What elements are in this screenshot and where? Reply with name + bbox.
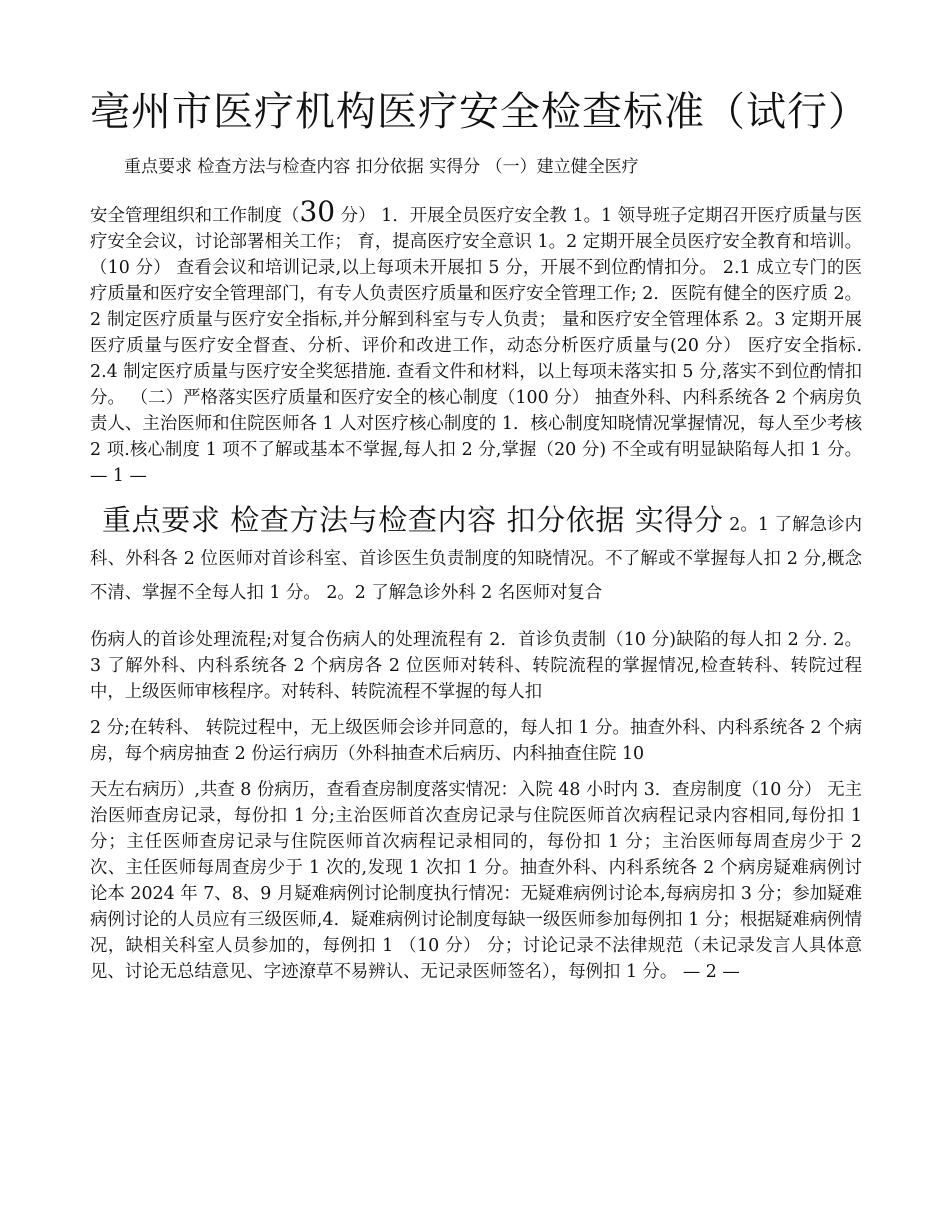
table-header-row-2: 重点要求 检查方法与检查内容 扣分依据 实得分 [102, 503, 724, 537]
section-1-body: 分） 1．开展全员医疗安全教 1。1 领导班子定期召开医疗质量与医疗安全会议，讨论部署相关工作； 育，提高医疗安全意识 1。2 定期开展全员医疗安全教育和培训。（10 分） 查看会议和培训记录,以上每项未开展扣 5 分，开展不到位酌情扣分。 2.1 成立专门的医疗质量和医疗安全管理部门，有专人负责医疗质量和医疗安全管理工作; 2．医院有健全的医疗质 2。2 制定医疗质量与医疗安全指标,并分解到科室与专人负责； 量和医疗安全管理体系 2。3 定期开展医疗质量与医疗安全督查、分析、评价和改进工作，动态分析医疗质量与(20 分） 医疗安全指标. 2.4 制定医疗质量与医疗安全奖惩措施. 查看文件和材料，以上每项未落实扣 5 分,落实不到位酌情扣分。 （二）严格落实医疗质量和医疗安全的核心制度（100 分） 抽查外科、内科系统各 2 个病房负责人、主治医师和住院医师各 1 人对医疗核心制度的 1．核心制度知晓情况掌握情况，每人至少考核 2 项.核心制度 1 项不了解或基本不掌握,每人扣 2 分,掌握（20 分) 不全或有明显缺陷每人扣 1 分。 — 1 — [90, 206, 862, 486]
title-text: 亳州市医疗机构医疗安全检查标准（试行） [90, 89, 869, 135]
document-body [90, 86, 869, 985]
page-2-paragraph-4: 天左右病历）,共查 8 份病历，查看查房制度落实情况：入院 48 小时内 3．查房制度（10 分） 无主治医师查房记录，每份扣 1 分;主治医师首次查房记录与住院医师首次病程记录内容相同,每份扣 1 分；主任医师查房记录与住院医师首次病程记录相同的，每份扣 1 分；主治医师每周查房少于 2 次、主任医师每周查房少于 1 次的,发现 1 次扣 1 分。抽查外科、内科系统各 2 个病房疑难病例讨论本 2024 年 7、8、9 月疑难病例讨论制度执行情况：无疑难病例讨论本,每病房扣 3 分；参加疑难病例讨论的人员应有三级医师,4．疑难病例讨论制度每缺一级医师参加每例扣 1 分；根据疑难病例情况，缺相关科室人员参加的，每例扣 1 （10 分） 分；讨论记录不法律规范（未记录发言人具体意见、讨论无总结意见、字迹潦草不易辨认、无记录医师签名），每例扣 1 分。 — 2 — [90, 780, 862, 983]
section-1-intro: 安全管理组织和工作制度（ [90, 206, 300, 226]
page-2-paragraph-3: 2 分;在转科、 转院过程中，无上级医师会诊并同意的，每人扣 1 分。抽查外科、内科系统各 2 个病房，每个病房抽查 2 份运行病历（外科抽查术后病历、内科抽查住院 10 [90, 718, 862, 765]
table-header-row-1: 重点要求 检查方法与检查内容 扣分依据 实得分 （一）建立健全医疗 [124, 157, 639, 177]
score-30: 30 [299, 195, 336, 228]
first-visit-responsibility-text: 2。1 了解急诊内科、外科各 2 位医师对首诊科室、首诊医生负责制度的知晓情况。不了解或不掌握每人扣 2 分,概念不清、掌握不全每人扣 1 分。 2。2 了解急诊外科 2 名医师对复合 [90, 515, 863, 603]
document-title [90, 86, 869, 193]
page-2-paragraph-1 [90, 503, 862, 610]
page-2-paragraph-2: 伤病人的首诊处理流程;对复合伤病人的处理流程有 2．首诊负责制（10 分)缺陷的每人扣 2 分. 2。3 了解外科、内科系统各 2 个病房各 2 位医师对转科、转院流程的掌握情况,检查转科、转院过程中，上级医师审核程序。对转科、转院流程不掌握的每人扣 [90, 630, 862, 703]
section-1-paragraph [90, 195, 862, 489]
